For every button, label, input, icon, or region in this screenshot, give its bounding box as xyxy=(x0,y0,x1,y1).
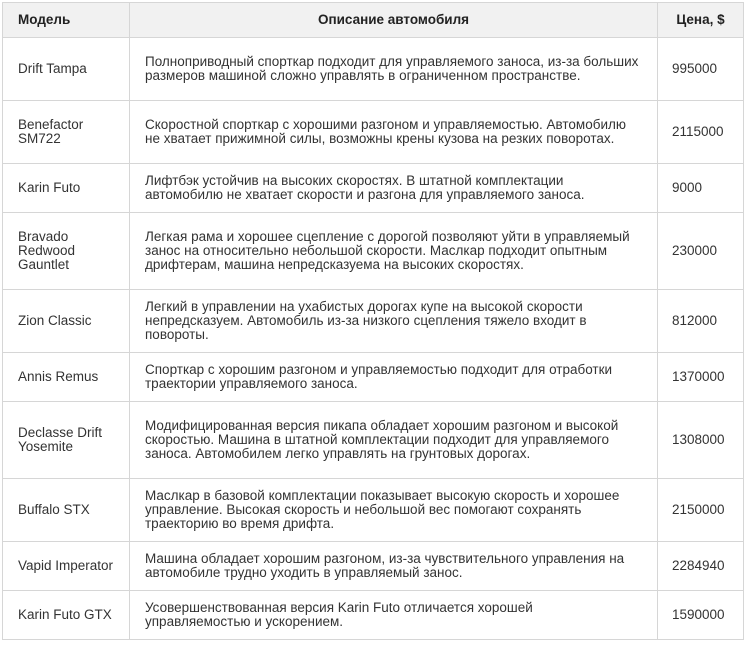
cell-description: Лифтбэк устойчив на высоких скоростях. В штатной комплектации автомобилю не хватает скорости и разгона для управляемого заноса. xyxy=(130,164,658,213)
table-row xyxy=(3,213,744,290)
table-body xyxy=(3,38,744,640)
cell-price: 9000 xyxy=(658,164,744,213)
cell-description: Маслкар в базовой комплектации показывает высокую скорость и хорошее управление. Высокая скорость и небольшой вес помогают сохранять траекторию во время дрифта. xyxy=(130,479,658,542)
cell-description: Машина обладает хорошим разгоном, из-за чувствительного управления на автомобиле трудно уходить в управляемый занос. xyxy=(130,542,658,591)
cell-model: Bravado Redwood Gauntlet xyxy=(3,213,130,290)
cell-model: Declasse Drift Yosemite xyxy=(3,402,130,479)
cell-price: 1308000 xyxy=(658,402,744,479)
cell-price: 2284940 xyxy=(658,542,744,591)
cell-model: Zion Classic xyxy=(3,290,130,353)
cell-price: 812000 xyxy=(658,290,744,353)
cell-description: Полноприводный спорткар подходит для управляемого заноса, из-за больших размеров машиной сложно управлять в ограниченном пространстве. xyxy=(130,38,658,101)
cell-model: Buffalo STX xyxy=(3,479,130,542)
header-row xyxy=(3,3,744,38)
table-row xyxy=(3,164,744,213)
cell-description: Скоростной спорткар с хорошими разгоном и управляемостью. Автомобилю не хватает прижимной силы, возможны крены кузова на резких поворотах. xyxy=(130,101,658,164)
cell-price: 2150000 xyxy=(658,479,744,542)
cell-model: Karin Futo xyxy=(3,164,130,213)
cell-model: Karin Futo GTX xyxy=(3,591,130,640)
header-price: Цена, $ xyxy=(658,3,744,38)
cell-description: Легкий в управлении на ухабистых дорогах купе на высокой скорости непредсказуем. Автомобиль из-за низкого сцепления тяжело входит в повороты. xyxy=(130,290,658,353)
table-row xyxy=(3,290,744,353)
cell-model: Benefactor SM722 xyxy=(3,101,130,164)
cell-model: Annis Remus xyxy=(3,353,130,402)
cell-model: Vapid Imperator xyxy=(3,542,130,591)
cell-price: 1370000 xyxy=(658,353,744,402)
cars-table xyxy=(2,2,744,640)
cell-description: Модифицированная версия пикапа обладает хорошим разгоном и высокой скоростью. Машина в штатной комплектации подходит для управляемого заноса. Автомобилем легко управлять на грунтовых дорогах. xyxy=(130,402,658,479)
header-model: Модель xyxy=(3,3,130,38)
cell-description: Спорткар с хорошим разгоном и управляемостью подходит для отработки траектории управляемого заноса. xyxy=(130,353,658,402)
cell-description: Легкая рама и хорошее сцепление с дорогой позволяют уйти в управляемый занос на относительно небольшой скорости. Маслкар подходит опытным дрифтерам, машина непредсказуема на высоких скоростях. xyxy=(130,213,658,290)
cell-description: Усовершенствованная версия Karin Futo отличается хорошей управляемостью и ускорением. xyxy=(130,591,658,640)
table-row xyxy=(3,101,744,164)
cell-price: 1590000 xyxy=(658,591,744,640)
table-row xyxy=(3,591,744,640)
cell-price: 995000 xyxy=(658,38,744,101)
table-row xyxy=(3,542,744,591)
table-row xyxy=(3,479,744,542)
table-header xyxy=(3,3,744,38)
header-description: Описание автомобиля xyxy=(130,3,658,38)
table-row xyxy=(3,38,744,101)
table-row xyxy=(3,402,744,479)
cell-price: 230000 xyxy=(658,213,744,290)
cell-price: 2115000 xyxy=(658,101,744,164)
cell-model: Drift Tampa xyxy=(3,38,130,101)
table-row xyxy=(3,353,744,402)
